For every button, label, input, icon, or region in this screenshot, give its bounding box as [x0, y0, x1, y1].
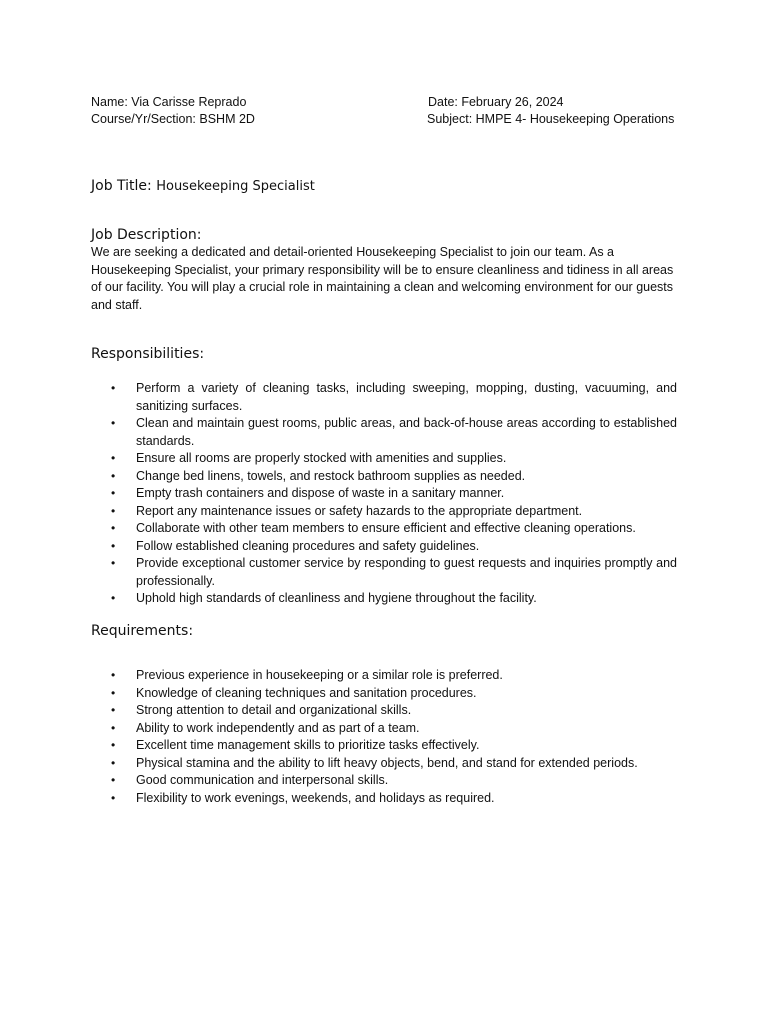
job-title — [91, 177, 315, 196]
bullet-icon: • — [111, 773, 116, 787]
list-item-text: Knowledge of cleaning techniques and sanitation procedures. — [136, 685, 477, 700]
bullet-icon: • — [111, 381, 116, 395]
course-section: Course/Yr/Section: BSHM 2D — [91, 112, 255, 126]
bullet-icon: • — [111, 755, 116, 770]
list-item — [91, 415, 677, 450]
list-item-text: Ensure all rooms are properly stocked with amenities and supplies. — [136, 451, 507, 465]
list-item — [91, 590, 677, 608]
student-name: Name: Via Carisse Reprado — [91, 95, 247, 109]
responsibilities-heading: Responsibilities: — [91, 346, 205, 362]
list-item-text: Clean and maintain guest rooms, public areas, and back-of-house areas according to established standards. — [136, 416, 677, 448]
bullet-icon: • — [111, 486, 116, 500]
bullet-icon: • — [111, 790, 116, 805]
list-item — [91, 503, 677, 521]
bullet-icon: • — [111, 451, 116, 465]
job-description-heading: Job Description: — [91, 227, 202, 243]
list-item-text: Previous experience in housekeeping or a similar role is preferred. — [136, 668, 503, 682]
list-item — [91, 538, 677, 556]
bullet-icon: • — [111, 503, 116, 518]
list-item — [91, 485, 677, 503]
list-item — [91, 555, 677, 590]
bullet-icon: • — [111, 703, 116, 717]
requirements-heading: Requirements: — [91, 623, 194, 639]
list-item-text: Ability to work independently and as part of a team. — [136, 720, 420, 735]
bullet-icon: • — [111, 720, 116, 735]
list-item — [91, 755, 677, 773]
list-item — [91, 520, 677, 538]
list-item-text: Empty trash containers and dispose of waste in a sanitary manner. — [136, 486, 505, 500]
list-item-text: Good communication and interpersonal skills. — [136, 773, 389, 787]
list-item-text: Change bed linens, towels, and restock bathroom supplies as needed. — [136, 468, 526, 483]
job-title-label: Job Title: — [91, 178, 152, 194]
list-item-text: Flexibility to work evenings, weekends, and holidays as required. — [136, 790, 495, 805]
list-item — [91, 450, 677, 468]
job-title-value: Housekeeping Specialist — [156, 179, 315, 194]
bullet-icon: • — [111, 556, 116, 570]
list-item-text: Excellent time management skills to prioritize tasks effectively. — [136, 738, 480, 752]
list-item-text: Collaborate with other team members to ensure efficient and effective cleaning operations. — [136, 521, 636, 535]
list-item — [91, 380, 677, 415]
list-item — [91, 702, 677, 720]
list-item-text: Provide exceptional customer service by responding to guest requests and inquiries promptly and professionally. — [136, 556, 677, 588]
list-item-text: Physical stamina and the ability to lift heavy objects, bend, and stand for extended periods. — [136, 755, 638, 770]
list-item-text: Strong attention to detail and organizational skills. — [136, 703, 412, 717]
list-item-text: Report any maintenance issues or safety hazards to the appropriate department. — [136, 503, 583, 518]
list-item — [91, 790, 677, 808]
list-item — [91, 468, 677, 486]
bullet-icon: • — [111, 416, 116, 430]
list-item — [91, 685, 677, 703]
job-description-text: We are seeking a dedicated and detail-oriented Housekeeping Specialist to join our team. As a Housekeeping Specialist, your primary responsibility will be to ensure cleanliness and tidiness in all areas of our facility. You will play a crucial role in maintaining a clean and welcoming environment for our guests and staff. — [91, 245, 674, 312]
list-item — [91, 720, 677, 738]
requirements-list — [91, 667, 677, 807]
bullet-icon: • — [111, 468, 116, 483]
bullet-icon: • — [111, 668, 116, 682]
list-item-text: Perform a variety of cleaning tasks, including sweeping, mopping, dusting, vacuuming, and sanitizing surfaces. — [136, 381, 677, 413]
document-date: Date: February 26, 2024 — [428, 95, 564, 109]
list-item — [91, 737, 677, 755]
list-item — [91, 772, 677, 790]
list-item-text: Follow established cleaning procedures and safety guidelines. — [136, 538, 480, 553]
bullet-icon: • — [111, 591, 116, 605]
responsibilities-list — [91, 380, 677, 608]
bullet-icon: • — [111, 685, 116, 700]
list-item — [91, 667, 677, 685]
bullet-icon: • — [111, 521, 116, 535]
list-item-text: Uphold high standards of cleanliness and hygiene throughout the facility. — [136, 591, 537, 605]
subject: Subject: HMPE 4- Housekeeping Operations — [427, 112, 675, 126]
bullet-icon: • — [111, 538, 116, 553]
bullet-icon: • — [111, 738, 116, 752]
